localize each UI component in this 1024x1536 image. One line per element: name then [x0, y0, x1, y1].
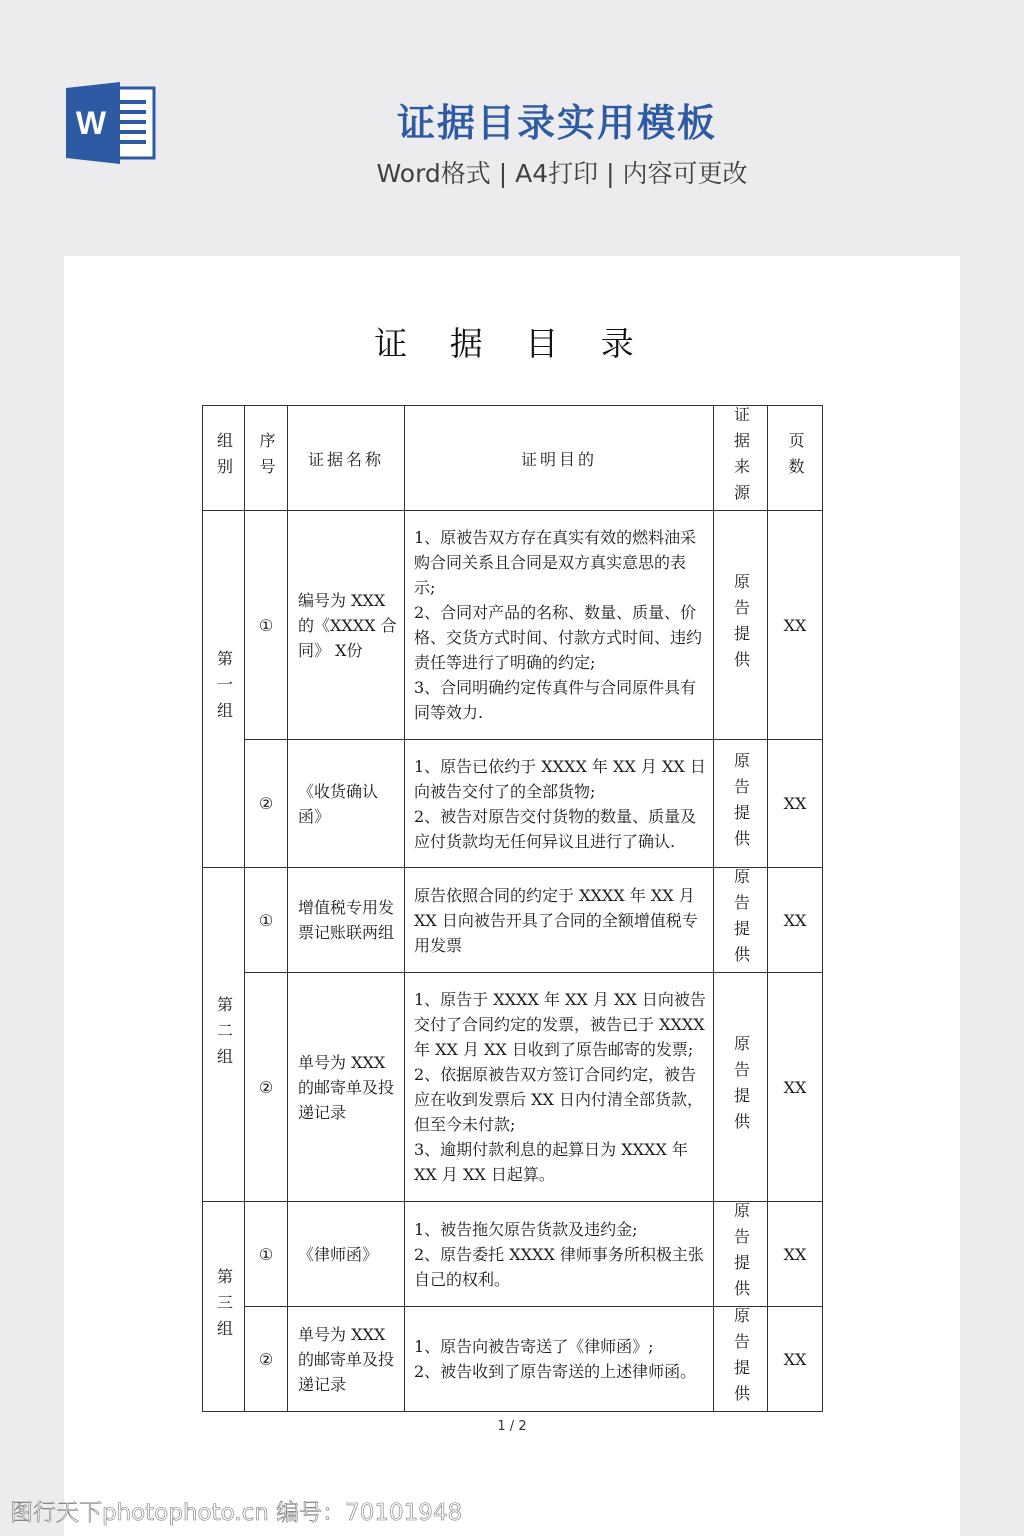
group-label: 第三组	[203, 1202, 245, 1412]
group-label: 第一组	[203, 511, 245, 868]
evidence-name: 编号为 XXX 的《XXXX 合同》 X份	[288, 511, 405, 740]
evidence-table	[202, 405, 823, 1412]
row-seq: ②	[245, 973, 288, 1202]
header-group: 组别	[203, 406, 245, 511]
evidence-purpose: 1、原被告双方存在真实有效的燃料油采购合同关系且合同是双方真实意思的表示; 2、合同对产品的名称、数量、质量、价格、交货方式时间、付款方式时间、违约责任等进行了明确的约定; 3、合同明确约定传真件与合同原件具有同等效力.	[405, 511, 714, 740]
table-row	[203, 868, 823, 973]
evidence-purpose: 1、原告向被告寄送了《律师函》; 2、被告收到了原告寄送的上述律师函。	[405, 1307, 714, 1412]
evidence-source: 原告提供	[714, 1202, 768, 1307]
evidence-source: 原告提供	[714, 740, 768, 868]
page-number: 1 / 2	[497, 1419, 527, 1434]
evidence-pages: XX	[768, 868, 823, 973]
evidence-name: 增值税专用发票记账联两组	[288, 868, 405, 973]
header-name: 证据名称	[288, 406, 405, 511]
header-seq: 序号	[245, 406, 288, 511]
row-seq: ①	[245, 511, 288, 740]
evidence-name: 《收货确认函》	[288, 740, 405, 868]
evidence-purpose: 原告依照合同的约定于 XXXX 年 XX 月 XX 日向被告开具了合同的全额增值税专用发票	[405, 868, 714, 973]
evidence-source: 原告提供	[714, 511, 768, 740]
table-row	[203, 1202, 823, 1307]
row-seq: ②	[245, 1307, 288, 1412]
table-row	[203, 740, 823, 868]
header-purpose: 证明目的	[405, 406, 714, 511]
row-seq: ②	[245, 740, 288, 868]
row-seq: ①	[245, 868, 288, 973]
evidence-name: 单号为 XXX 的邮寄单及投递记录	[288, 1307, 405, 1412]
evidence-name: 单号为 XXX 的邮寄单及投递记录	[288, 973, 405, 1202]
banner-subtitle: Word格式 | A4打印 | 内容可更改	[376, 159, 748, 188]
watermark: 图行天下photophoto.cn 编号：70101948	[10, 1500, 463, 1526]
evidence-purpose: 1、原告已依约于 XXXX 年 XX 月 XX 日向被告交付了的全部货物; 2、被告对原告交付货物的数量、质量及应付货款均无任何异议且进行了确认.	[405, 740, 714, 868]
header-source: 证据来源	[714, 406, 768, 511]
evidence-pages: XX	[768, 740, 823, 868]
evidence-source: 原告提供	[714, 973, 768, 1202]
header-pages: 页数	[768, 406, 823, 511]
evidence-source: 原告提供	[714, 868, 768, 973]
evidence-pages: XX	[768, 1202, 823, 1307]
table-row	[203, 1307, 823, 1412]
table-header-row	[203, 406, 823, 511]
group-label: 第二组	[203, 868, 245, 1202]
row-seq: ①	[245, 1202, 288, 1307]
evidence-purpose: 1、被告拖欠原告货款及违约金; 2、原告委托 XXXX 律师事务所积极主张自己的权利。	[405, 1202, 714, 1307]
table-row	[203, 511, 823, 740]
evidence-source: 原告提供	[714, 1307, 768, 1412]
word-icon-letter: W	[75, 105, 107, 141]
evidence-pages: XX	[768, 973, 823, 1202]
evidence-name: 《律师函》	[288, 1202, 405, 1307]
evidence-purpose: 1、原告于 XXXX 年 XX 月 XX 日向被告交付了合同约定的发票，被告已于 XXXX 年 XX 月 XX 日收到了原告邮寄的发票; 2、依据原被告双方签订合同约定，被告应在收到发票后 XX 日内付清全部货款， 但至今未付款; 3、逾期付款利息的起算日为 XXXX 年 XX 月 XX 日起算。	[405, 973, 714, 1202]
banner-title: 证据目录实用模板	[396, 101, 717, 145]
evidence-pages: XX	[768, 511, 823, 740]
document-title: 证 据 目 录	[374, 324, 650, 363]
evidence-pages: XX	[768, 1307, 823, 1412]
table-row	[203, 973, 823, 1202]
